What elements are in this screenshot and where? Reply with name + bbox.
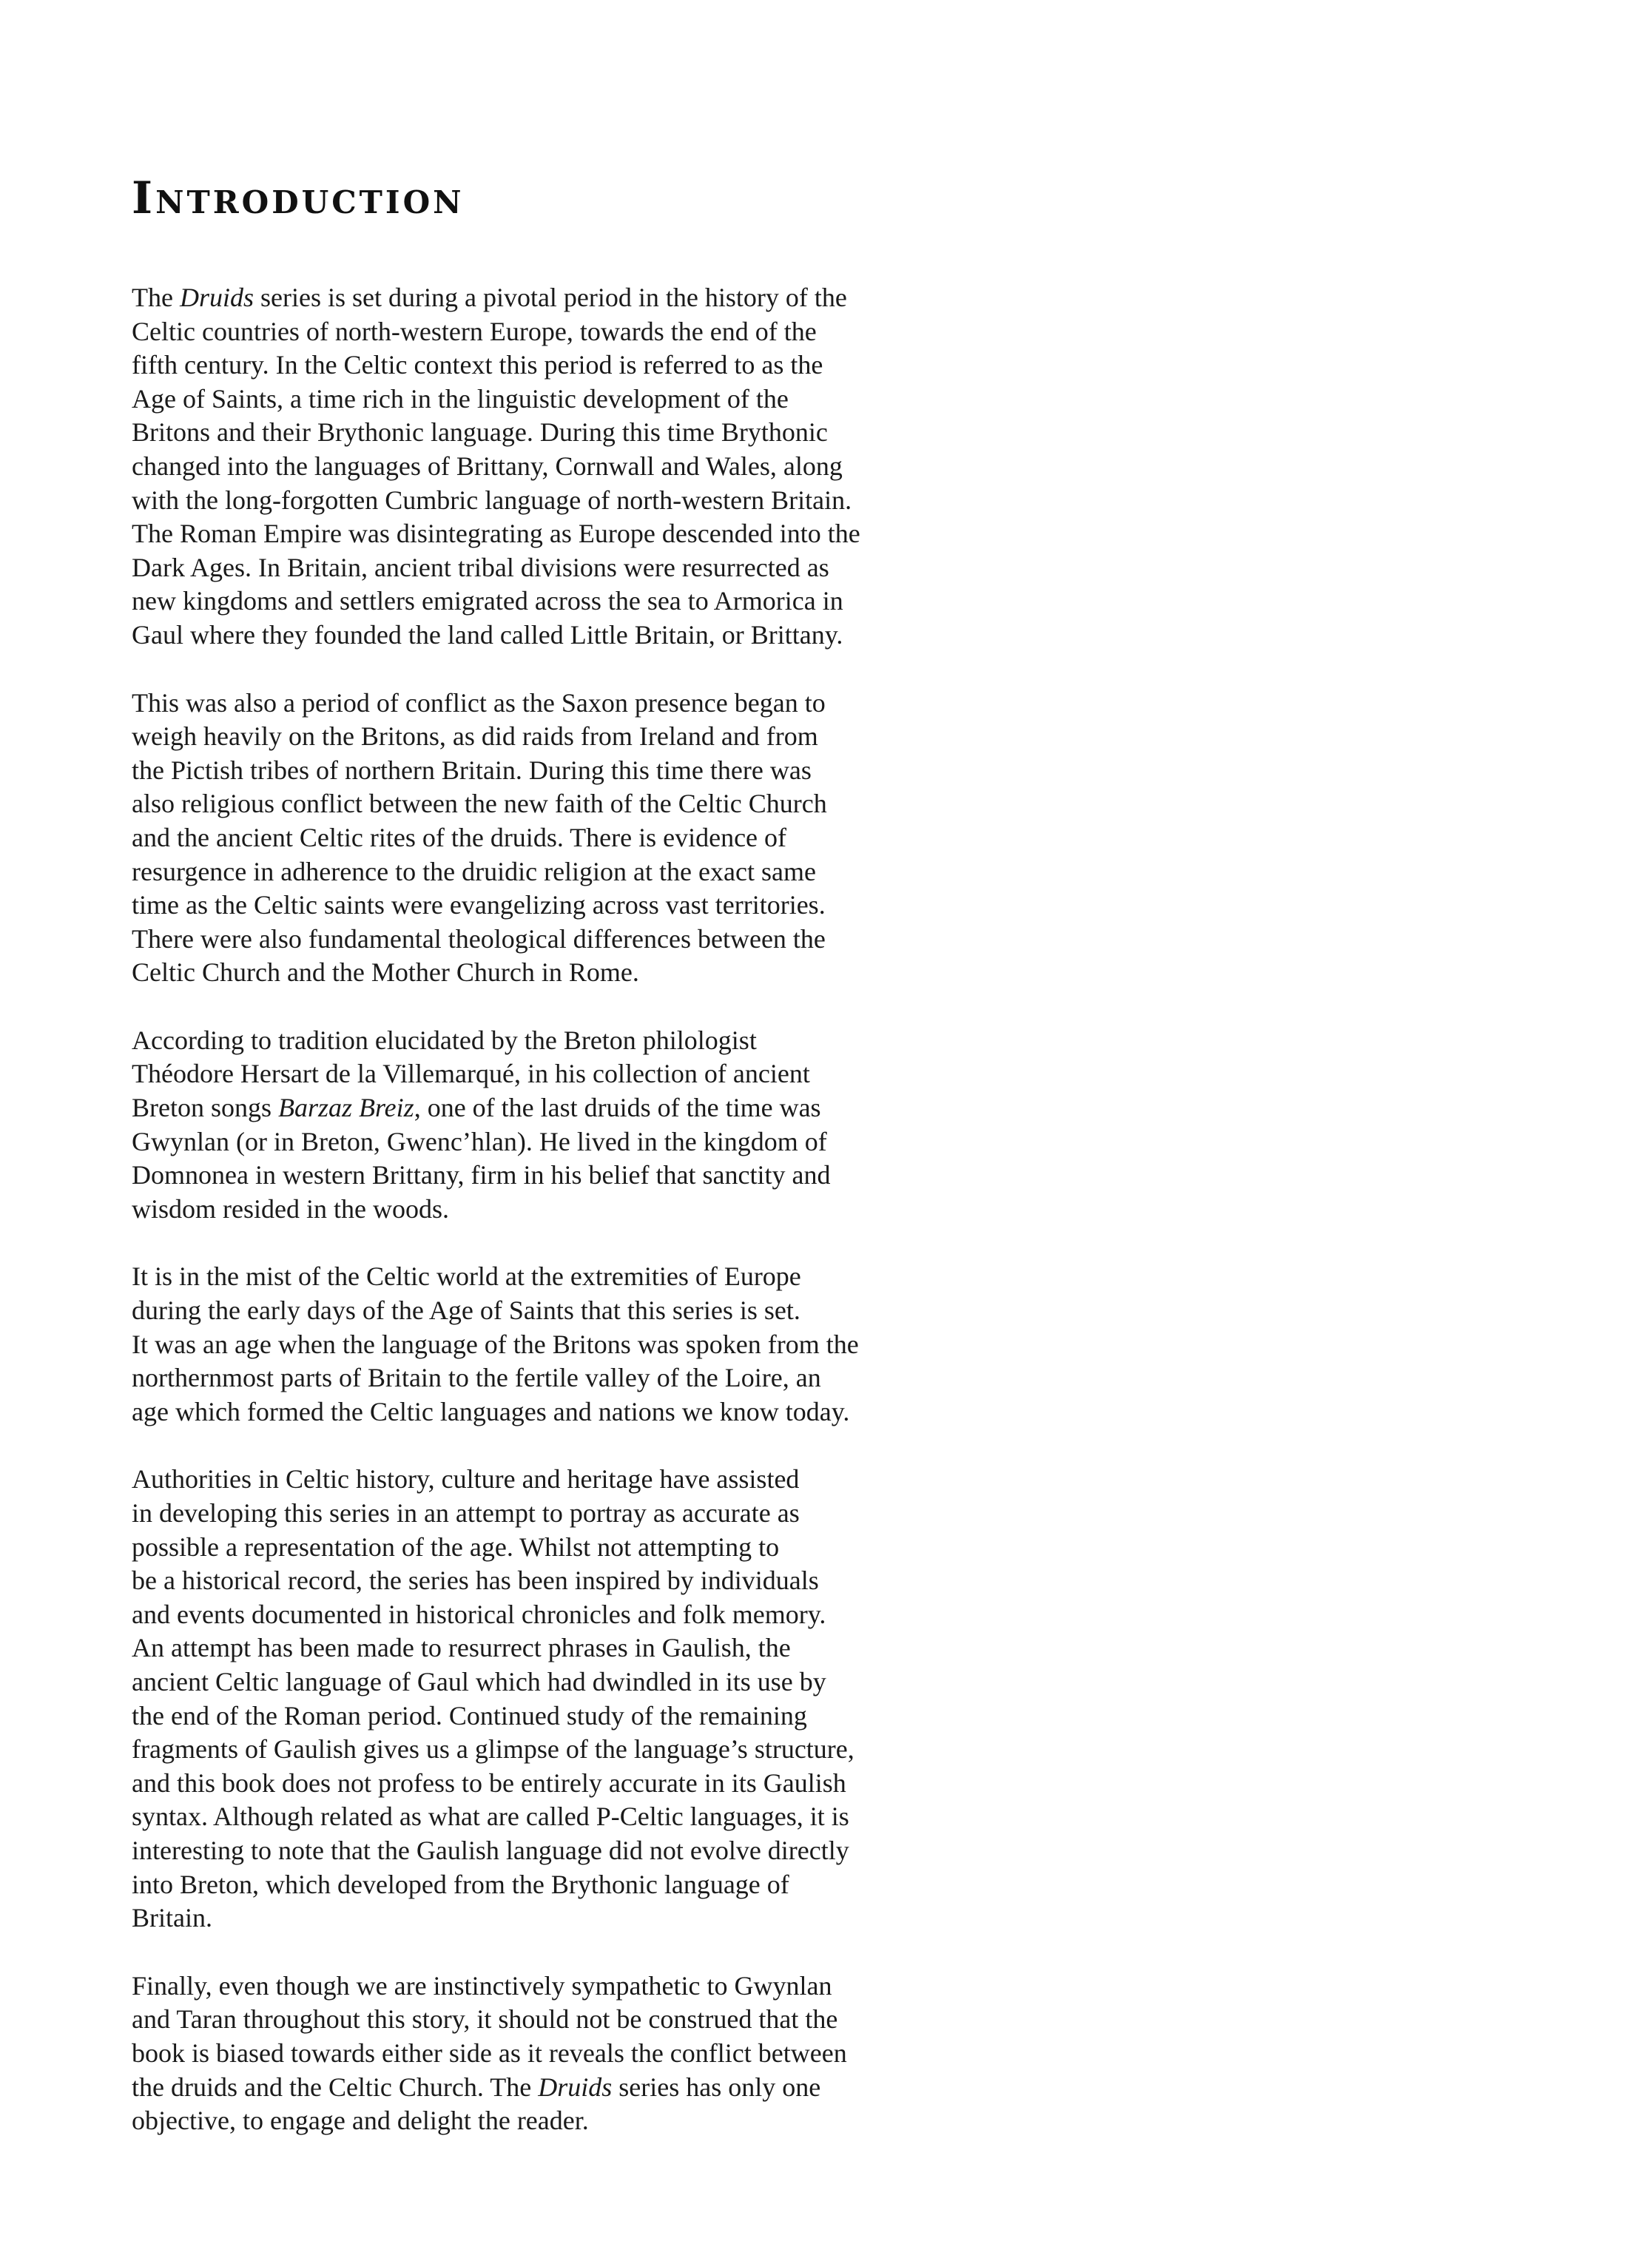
- text-line: [132, 1024, 1012, 1058]
- text-line: [132, 1767, 1012, 1801]
- text-segment: resurgence in adherence to the druidic religion at the exact same: [132, 856, 816, 886]
- text-line: [132, 821, 1012, 855]
- text-line: [132, 1868, 1012, 1902]
- text-segment: and this book does not profess to be entirely accurate in its Gaulish: [132, 1768, 846, 1798]
- paragraph: [132, 1260, 1012, 1429]
- page-title: Introduction: [132, 172, 465, 224]
- italic-title: Druids: [538, 2072, 613, 2102]
- text-segment: and Taran throughout this story, it should not be construed that the: [132, 2004, 838, 2035]
- text-line: [132, 1969, 1012, 2004]
- paragraph: [132, 281, 1012, 653]
- text-line: [132, 1260, 1012, 1294]
- text-line: [132, 383, 1012, 417]
- text-line: [132, 2037, 1012, 2071]
- paragraph: [132, 1463, 1012, 1935]
- text-segment: possible a representation of the age. Whilst not attempting to: [132, 1532, 780, 1562]
- text-line: [132, 889, 1012, 923]
- text-line: [132, 551, 1012, 585]
- text-line: [132, 687, 1012, 721]
- paragraph: [132, 1024, 1012, 1227]
- text-line: [132, 1361, 1012, 1395]
- text-line: [132, 1564, 1012, 1598]
- text-segment: Finally, even though we are instinctively sympathetic to Gwynlan: [132, 1970, 832, 2001]
- text-segment: wisdom resided in the woods.: [132, 1193, 449, 1224]
- text-line: [132, 1463, 1012, 1497]
- text-line: [132, 517, 1012, 551]
- text-line: [132, 855, 1012, 889]
- text-segment: Breton songs: [132, 1093, 278, 1123]
- paragraph: [132, 1969, 1012, 2138]
- text-segment: also religious conflict between the new faith of the Celtic Church: [132, 789, 827, 819]
- text-line: [132, 315, 1012, 349]
- text-segment: Celtic countries of north-western Europe, towards the end of the: [132, 316, 817, 346]
- italic-title: Barzaz Breiz: [278, 1093, 414, 1123]
- text-segment: in developing this series in an attempt to portray as accurate as: [132, 1498, 800, 1528]
- text-segment: the Pictish tribes of northern Britain. During this time there was: [132, 755, 812, 785]
- text-segment: It was an age when the language of the Britons was spoken from the: [132, 1329, 859, 1359]
- text-segment: Gaul where they founded the land called Little Britain, or Brittany.: [132, 619, 843, 650]
- text-line: [132, 1091, 1012, 1125]
- text-segment: northernmost parts of Britain to the fertile valley of the Loire, an: [132, 1363, 821, 1393]
- text-segment: series has only one: [612, 2072, 821, 2102]
- text-line: [132, 720, 1012, 754]
- text-line: [132, 450, 1012, 484]
- text-segment: An attempt has been made to resurrect phrases in Gaulish, the: [132, 1633, 791, 1663]
- text-line: [132, 619, 1012, 653]
- text-line: [132, 2104, 1012, 2138]
- text-segment: It is in the mist of the Celtic world at the extremities of Europe: [132, 1261, 801, 1292]
- text-line: [132, 1057, 1012, 1091]
- text-segment: Domnonea in western Brittany, firm in his belief that sanctity and: [132, 1160, 831, 1190]
- text-line: [132, 1497, 1012, 1531]
- text-segment: Théodore Hersart de la Villemarqué, in his collection of ancient: [132, 1059, 810, 1089]
- text-segment: , one of the last druids of the time was: [414, 1093, 821, 1123]
- text-segment: Authorities in Celtic history, culture and heritage have assisted: [132, 1464, 800, 1495]
- text-line: [132, 1328, 1012, 1362]
- text-segment: According to tradition elucidated by the Breton philologist: [132, 1025, 757, 1055]
- text-line: [132, 1531, 1012, 1565]
- text-segment: the end of the Roman period. Continued study of the remaining: [132, 1700, 807, 1731]
- text-line: [132, 1395, 1012, 1429]
- text-line: [132, 1631, 1012, 1665]
- body-text: [132, 281, 1012, 2172]
- text-segment: and events documented in historical chronicles and folk memory.: [132, 1599, 826, 1629]
- text-segment: time as the Celtic saints were evangelizing across vast territories.: [132, 890, 826, 920]
- text-line: [132, 1665, 1012, 1699]
- text-line: [132, 754, 1012, 788]
- text-line: [132, 484, 1012, 518]
- text-line: [132, 1193, 1012, 1227]
- text-line: [132, 1733, 1012, 1767]
- text-segment: interesting to note that the Gaulish language did not evolve directly: [132, 1835, 849, 1865]
- text-line: [132, 787, 1012, 821]
- text-line: [132, 1834, 1012, 1868]
- text-segment: Britons and their Brythonic language. During this time Brythonic: [132, 417, 828, 448]
- text-segment: Celtic Church and the Mother Church in Rome.: [132, 957, 639, 988]
- text-segment: book is biased towards either side as it reveals the conflict between: [132, 2038, 847, 2068]
- text-segment: fifth century. In the Celtic context this period is referred to as the: [132, 350, 823, 380]
- text-segment: ancient Celtic language of Gaul which had dwindled in its use by: [132, 1666, 826, 1696]
- text-segment: the druids and the Celtic Church. The: [132, 2072, 539, 2102]
- text-line: [132, 1125, 1012, 1159]
- text-line: [132, 956, 1012, 990]
- text-segment: Dark Ages. In Britain, ancient tribal divisions were resurrected as: [132, 552, 829, 582]
- text-segment: syntax. Although related as what are called P-Celtic languages, it is: [132, 1802, 849, 1832]
- text-segment: age which formed the Celtic languages and nations we know today.: [132, 1396, 850, 1426]
- text-segment: The Roman Empire was disintegrating as Europe descended into the: [132, 519, 860, 549]
- text-segment: Britain.: [132, 1903, 212, 1933]
- text-segment: This was also a period of conflict as the Saxon presence began to: [132, 687, 826, 718]
- text-line: [132, 281, 1012, 315]
- text-segment: Gwynlan (or in Breton, Gwenc’hlan). He lived in the kingdom of: [132, 1126, 827, 1156]
- text-segment: There were also fundamental theological differences between the: [132, 923, 826, 954]
- text-line: [132, 348, 1012, 383]
- text-segment: weigh heavily on the Britons, as did raids from Ireland and from: [132, 721, 818, 752]
- text-segment: with the long-forgotten Cumbric language of north-western Britain.: [132, 485, 852, 515]
- text-line: [132, 1699, 1012, 1733]
- text-segment: changed into the languages of Brittany, Cornwall and Wales, along: [132, 451, 843, 481]
- text-line: [132, 1800, 1012, 1834]
- text-line: [132, 1294, 1012, 1328]
- text-segment: The: [132, 283, 180, 312]
- text-line: [132, 1159, 1012, 1193]
- text-segment: and the ancient Celtic rites of the druids. There is evidence of: [132, 822, 787, 852]
- text-segment: into Breton, which developed from the Brythonic language of: [132, 1869, 789, 1899]
- text-segment: new kingdoms and settlers emigrated across the sea to Armorica in: [132, 586, 843, 616]
- text-line: [132, 584, 1012, 619]
- text-segment: series is set during a pivotal period in the history of the: [254, 283, 847, 312]
- text-line: [132, 1598, 1012, 1632]
- text-line: [132, 2003, 1012, 2037]
- text-segment: Age of Saints, a time rich in the linguistic development of the: [132, 383, 789, 414]
- text-segment: during the early days of the Age of Saints that this series is set.: [132, 1295, 800, 1326]
- text-line: [132, 923, 1012, 957]
- text-line: [132, 1901, 1012, 1935]
- paragraph: [132, 687, 1012, 990]
- text-segment: be a historical record, the series has been inspired by individuals: [132, 1566, 819, 1596]
- text-line: [132, 416, 1012, 450]
- text-line: [132, 2071, 1012, 2105]
- text-segment: objective, to engage and delight the reader.: [132, 2106, 589, 2136]
- text-segment: fragments of Gaulish gives us a glimpse of the language’s structure,: [132, 1734, 854, 1765]
- italic-title: Druids: [179, 283, 254, 312]
